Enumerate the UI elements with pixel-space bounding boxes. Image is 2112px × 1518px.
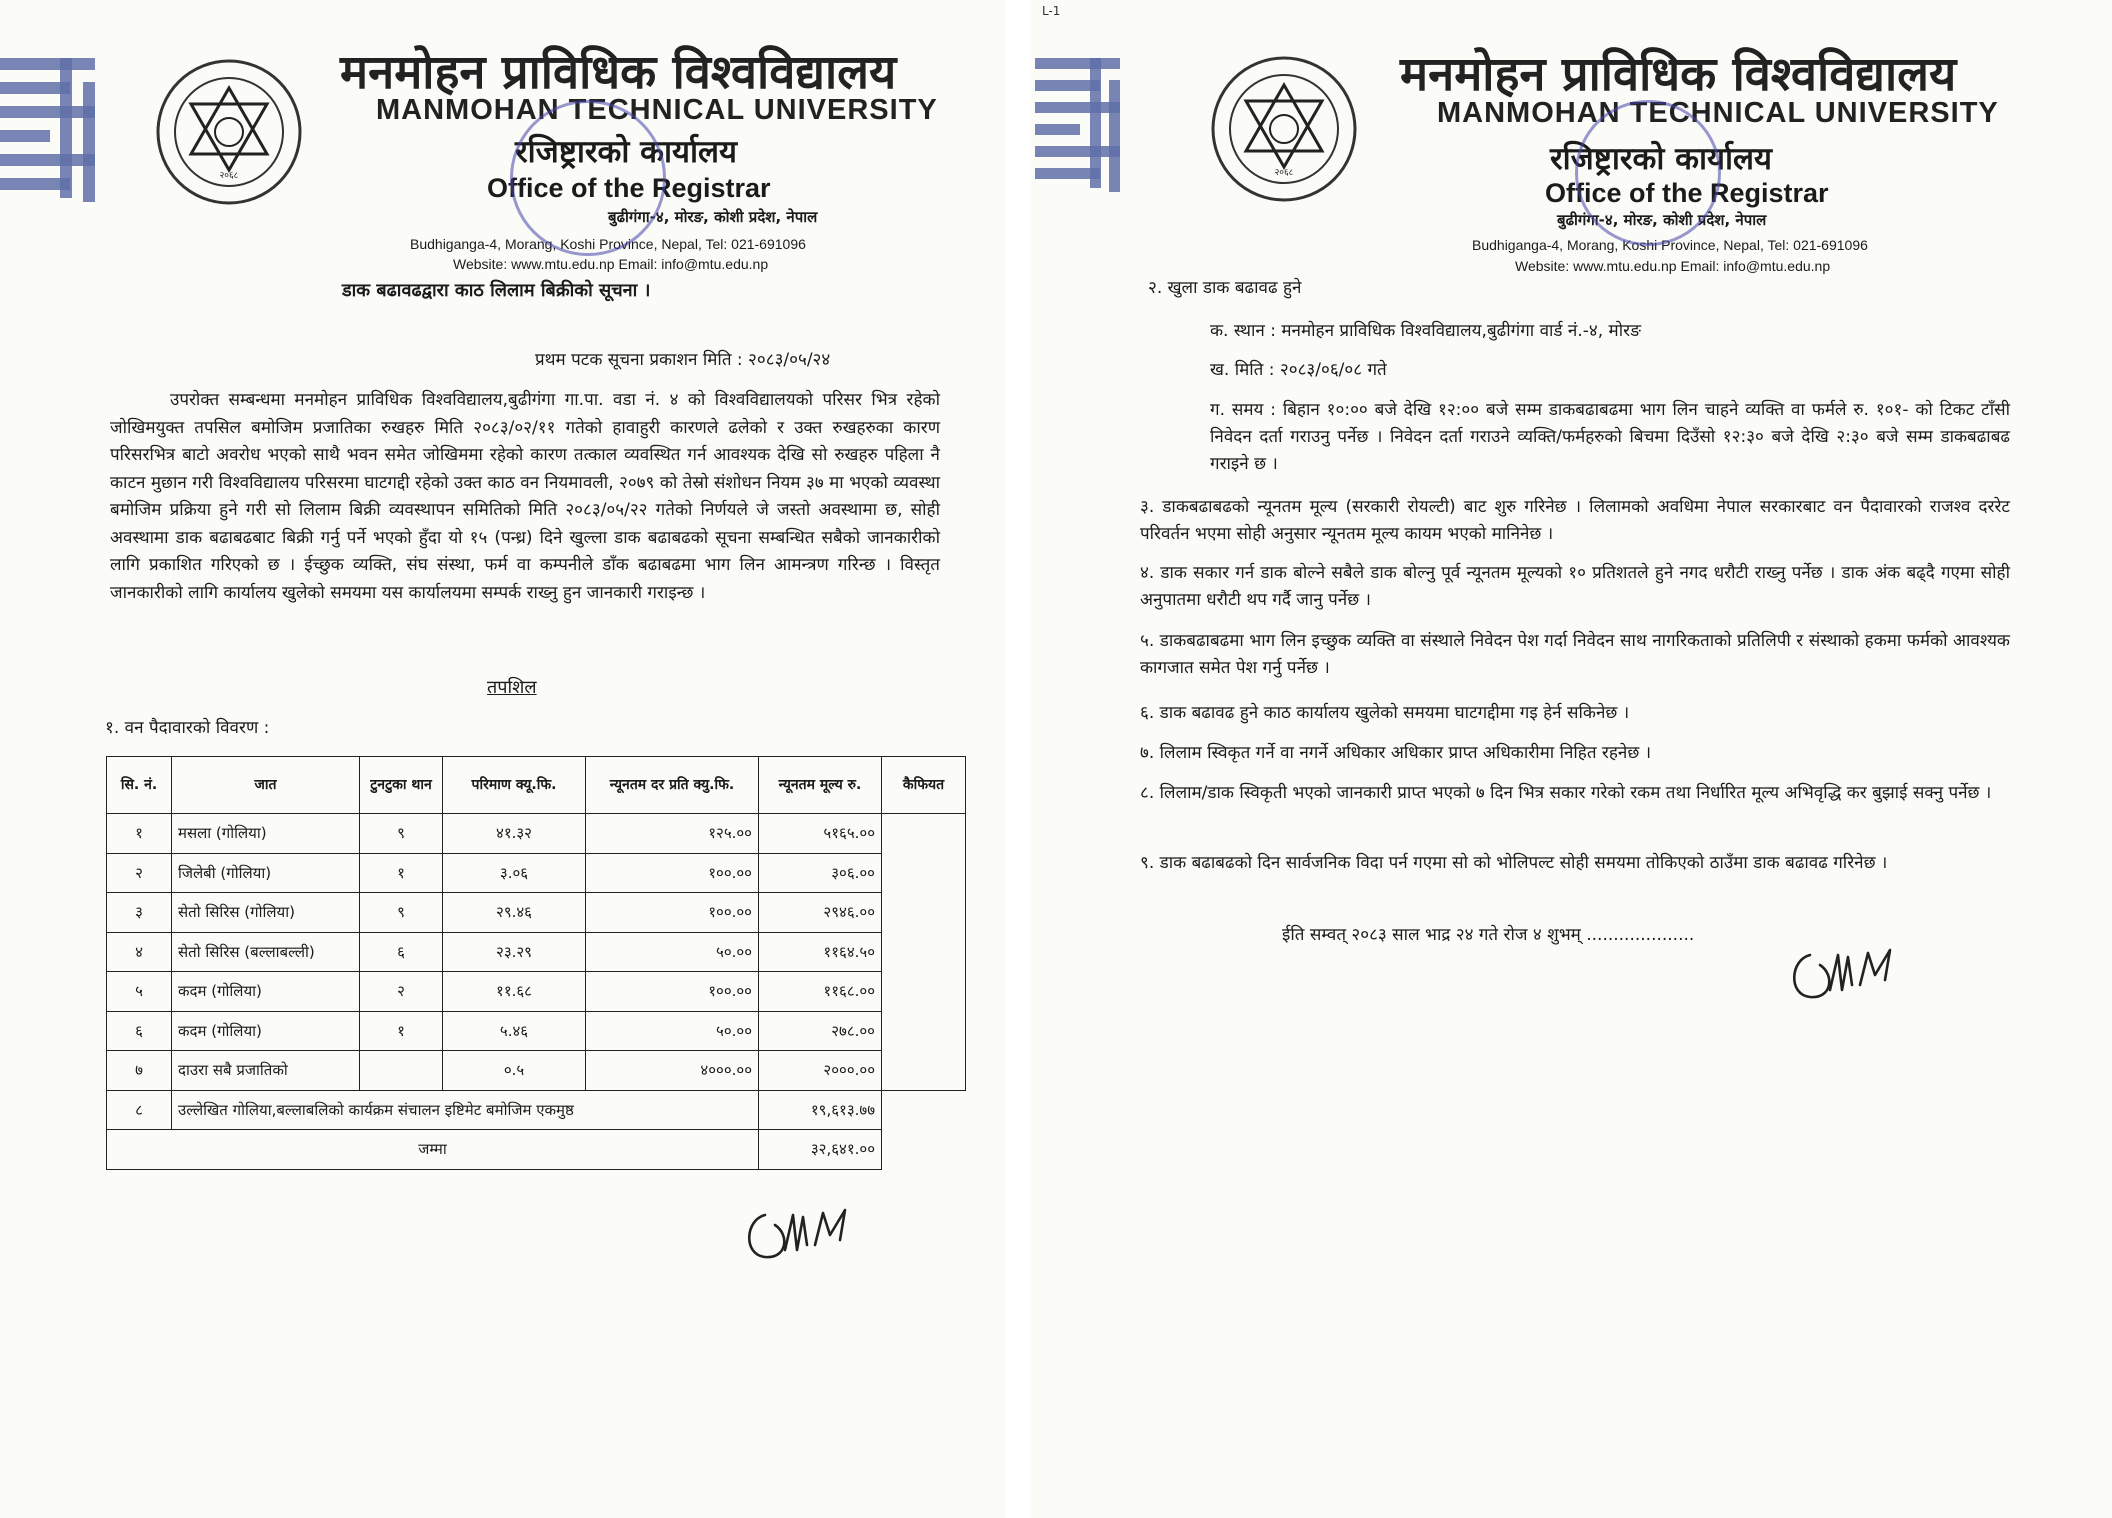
notice-page-right <box>1030 0 2112 1518</box>
col-min-price: न्यूनतम मूल्य रु. <box>759 757 882 814</box>
table-row <box>107 853 966 893</box>
table-row-lumpsum <box>107 1090 966 1130</box>
col-volume: परिमाण क्यू.फि. <box>443 757 586 814</box>
university-name-en: MANMOHAN TECHNICAL UNIVERSITY <box>1437 97 1999 129</box>
university-name-np: मनमोहन प्राविधिक विश्वविद्यालय <box>340 45 897 100</box>
cell-species: दाउरा सबै प्रजातिको <box>172 1051 360 1091</box>
forest-products-table <box>106 756 966 1170</box>
cell-species: जिलेबी (गोलिया) <box>172 853 360 893</box>
cell-total-value: ३२,६४१.०० <box>759 1130 882 1170</box>
cell-species: सेतो सिरिस (बल्लाबल्ली) <box>172 932 360 972</box>
section-8: ८. लिलाम/डाक स्विकृती भएको जानकारी प्राप्त भएको ७ दिन भित्र सकार गरेको रकम तथा निर्धारित मूल्य अभिवृद्धि कर बुझाई सक्नु पर्नेछ । <box>1140 783 1992 803</box>
cell-serial: ५ <box>107 972 172 1012</box>
cell-min-price: ५१६५.०० <box>759 814 882 854</box>
cell-total-label: जम्मा <box>107 1130 759 1170</box>
cell-serial: २ <box>107 853 172 893</box>
section-4: ४. डाक सकार गर्न डाक बोल्ने सबैले डाक बोल्नु पूर्व न्यूनतम मूल्यको १० प्रतिशतले हुने नगद धरौटी राख्नु पर्नेछ । डाक अंक बढ्दै गएमा सोही अनुपातमा धरौटी थप गर्दै जानु पर्नेछ । <box>1140 563 2010 610</box>
table-row <box>107 1011 966 1051</box>
office-name-np: रजिष्ट्रारको कार्यालय <box>1550 141 1772 177</box>
cell-volume: ११.६८ <box>443 972 586 1012</box>
cell-serial: १ <box>107 814 172 854</box>
cell-lumpsum-desc: उल्लेखित गोलिया,बल्लाबलिको कार्यक्रम संचालन इष्टिमेट बमोजिम एकमुष्ठ <box>172 1090 759 1130</box>
closing-line: ईति सम्वत् २०८३ साल भाद्र २४ गते रोज ४ शुभम् .................... <box>1282 925 1695 945</box>
cell-volume: ५.४६ <box>443 1011 586 1051</box>
cell-volume: ३.०६ <box>443 853 586 893</box>
section-9: ९. डाक बढाबढको दिन सार्वजनिक विदा पर्न गएमा सो को भोलिपल्ट सोही समयमा तोकिएको ठाउँमा डाक बढावढ गरिनेछ । <box>1140 853 1888 873</box>
cell-lumpsum-value: १९,६१३.७७ <box>759 1090 882 1130</box>
cell-min-price: ३०६.०० <box>759 853 882 893</box>
table-row <box>107 814 966 854</box>
table-row <box>107 1051 966 1091</box>
section-1-title: १. वन पैदावारको विवरण : <box>105 718 270 738</box>
university-seal-icon <box>155 58 303 210</box>
cell-pieces: ६ <box>360 932 443 972</box>
publish-date: प्रथम पटक सूचना प्रकाशन मिति : २०८३/०५/२४ <box>535 350 831 370</box>
cell-min-price: ११६८.०० <box>759 972 882 1012</box>
signature-left <box>735 1195 875 1279</box>
cell-min-rate: १००.०० <box>586 853 759 893</box>
seal-year: २०६८ <box>219 171 239 181</box>
table-row-total <box>107 1130 966 1170</box>
cell-pieces: ९ <box>360 814 443 854</box>
cell-remarks <box>882 814 966 1091</box>
cell-species: मसला (गोलिया) <box>172 814 360 854</box>
cell-min-price: ११६४.५० <box>759 932 882 972</box>
website-email: Website: www.mtu.edu.np Email: info@mtu.edu.np <box>1515 258 1831 274</box>
signature-right <box>1780 935 1920 1019</box>
col-remarks: कैफियत <box>882 757 966 814</box>
cell-species: सेतो सिरिस (गोलिया) <box>172 893 360 933</box>
notice-subject: डाक बढावढद्वारा काठ लिलाम बिक्रीको सूचना । <box>342 280 651 301</box>
cell-min-price: २७८.०० <box>759 1011 882 1051</box>
table-row <box>107 932 966 972</box>
section-2b-date: ख. मिति : २०८३/०६/०८ गते <box>1210 360 1387 380</box>
section-5: ५. डाकबढाबढमा भाग लिन इच्छुक व्यक्ति वा संस्थाले निवेदन पेश गर्दा निवेदन साथ नागरिकताको प्रतिलिपी र संस्थाको हकमा फर्मको आवश्यक कागजात समेत पेश गर्नु पर्नेछ । <box>1140 631 2010 678</box>
table-header-row <box>107 757 966 814</box>
table-row <box>107 893 966 933</box>
section-2a-venue: क. स्थान : मनमोहन प्राविधिक विश्वविद्यालय,बुढीगंगा वार्ड नं.-४, मोरङ <box>1210 321 1641 341</box>
cell-min-rate: १२५.०० <box>586 814 759 854</box>
cell-min-rate: ४०००.०० <box>586 1051 759 1091</box>
university-seal-icon <box>1210 55 1358 207</box>
cell-volume: ०.५ <box>443 1051 586 1091</box>
university-logo-maze <box>1035 58 1120 198</box>
cell-pieces: २ <box>360 972 443 1012</box>
cell-serial: ८ <box>107 1090 172 1130</box>
cell-remarks <box>882 1130 966 1170</box>
col-serial: सि. नं. <box>107 757 172 814</box>
cell-min-rate: १००.०० <box>586 893 759 933</box>
cell-species: कदम (गोलिया) <box>172 972 360 1012</box>
page-divider <box>1005 0 1030 1518</box>
notice-body: उपरोक्त सम्बन्धमा मनमोहन प्राविधिक विश्वविद्यालय,बुढीगंगा गा.पा. वडा नं. ४ को विश्वविद्यालयको परिसर भित्र रहेको जोखिमयुक्त तपसिल बमोजिम प्रजातिका रुखहरु मिति २०८३/०२/११ गतेको हावाहुरी कारणले ढलेको र उक्त रुखहरुका कारण परिसरभित्र बाटो अवरोध भएको साथै भवन समेत जोखिममा रहेको कारण तत्काल व्यवस्थित गर्न आवश्यक देखि सो रुखहरु पहिला नै काटन मुछान गरी विश्वविद्यालय परिसरमा घाटगद्दी रहेको उक्त काठ वन नियमावली, २०७९ को तेस्रो संशोधन नियम ३७ मा भएको व्यवस्था बमोजिम प्रक्रिया हुने गरी सो लिलाम बिक्री व्यवस्थापन समितिको मिति २०८३/०५/२२ गतेको निर्णयले जे जस्तो अवस्थामा छ, सोही अवस्थामा डाक बढाबढबाट बिक्री गर्नु पर्ने भएको हुँदा यो १५ (पन्ध्र) दिने खुल्ला डाक बढाबढको सूचना सम्बन्धित सबैको जानकारीको लागि प्रकाशित गरिएको छ । ईच्छुक व्यक्ति, संघ संस्था, फर्म वा कम्पनीले डाँक बढाबढमा भाग लिन आमन्त्रण गरिन्छ । विस्तृत जानकारीको लागि कार्यालय खुलेको समयमा यस कार्यालयमा सम्पर्क राख्नु हुन जानकारी गराइन्छ । <box>110 390 940 603</box>
cell-volume: २९.४६ <box>443 893 586 933</box>
cell-volume: २३.२९ <box>443 932 586 972</box>
address-en: Budhiganga-4, Morang, Koshi Province, Nepal, Tel: 021-691096 <box>1472 237 1868 253</box>
cell-serial: ६ <box>107 1011 172 1051</box>
website-email: Website: www.mtu.edu.np Email: info@mtu.edu.np <box>453 256 769 272</box>
office-name-en: Office of the Registrar <box>487 173 771 203</box>
seal-year: २०६८ <box>1274 168 1294 178</box>
cell-min-price: २९४६.०० <box>759 893 882 933</box>
table-row <box>107 972 966 1012</box>
col-species: जात <box>172 757 360 814</box>
col-min-rate: न्यूनतम दर प्रति क्यु.फि. <box>586 757 759 814</box>
details-heading: तपशिल <box>487 677 537 698</box>
address-en: Budhiganga-4, Morang, Koshi Province, Nepal, Tel: 021-691096 <box>410 236 806 252</box>
corner-mark: L-1 <box>1042 4 1061 18</box>
university-logo-maze <box>0 58 95 208</box>
address-np: बुढीगंगा-४, मोरङ, कोशी प्रदेश, नेपाल <box>608 208 818 226</box>
section-6: ६. डाक बढावढ हुने काठ कार्यालय खुलेको समयमा घाटगद्दीमा गइ हेर्न सकिनेछ । <box>1140 703 1630 723</box>
registrar-stamp <box>510 100 666 256</box>
section-2-title: २. खुला डाक बढावढ हुने <box>1148 278 1302 298</box>
address-np: बुढीगंगा-४, मोरङ, कोशी प्रदेश, नेपाल <box>1557 211 1767 229</box>
section-3: ३. डाकबढाबढको न्यूनतम मूल्य (सरकारी रोयल्टी) बाट शुरु गरिनेछ । लिलामको अवधिमा नेपाल सरकारबाट वन पैदावारको राजश्व दररेट परिवर्तन भएमा सोही अनुसार न्यूनतम मूल्य कायम भएको मानिनेछ । <box>1140 497 2010 544</box>
cell-min-price: २०००.०० <box>759 1051 882 1091</box>
cell-min-rate: १००.०० <box>586 972 759 1012</box>
cell-pieces: ९ <box>360 893 443 933</box>
cell-species: कदम (गोलिया) <box>172 1011 360 1051</box>
cell-volume: ४१.३२ <box>443 814 586 854</box>
cell-min-rate: ५०.०० <box>586 932 759 972</box>
section-7: ७. लिलाम स्विकृत गर्ने वा नगर्ने अधिकार अधिकार प्राप्त अधिकारीमा निहित रहनेछ । <box>1140 743 1652 763</box>
cell-min-rate: ५०.०० <box>586 1011 759 1051</box>
university-name-np: मनमोहन प्राविधिक विश्वविद्यालय <box>1400 47 1957 102</box>
cell-serial: ३ <box>107 893 172 933</box>
office-name-en: Office of the Registrar <box>1545 178 1829 208</box>
university-name-en: MANMOHAN TECHNICAL UNIVERSITY <box>376 94 938 126</box>
cell-serial: ७ <box>107 1051 172 1091</box>
cell-remarks <box>882 1090 966 1130</box>
cell-pieces <box>360 1051 443 1091</box>
registrar-stamp <box>1575 100 1721 246</box>
col-pieces: टुनटुका थान <box>360 757 443 814</box>
cell-pieces: १ <box>360 853 443 893</box>
cell-pieces: १ <box>360 1011 443 1051</box>
notice-page-left <box>0 0 1005 1518</box>
section-2c-time: ग. समय : बिहान १०:०० बजे देखि १२:०० बजे सम्म डाकबढाबढमा भाग लिन चाहने व्यक्ति वा फर्मले रु. १०१- को टिकट टाँसी निवेदन दर्ता गराउनु पर्नेछ । निवेदन दर्ता गराउने व्यक्ति/फर्महरुको बिचमा दिउँसो १२:३० बजे देखि २:३० बजे सम्म डाकबढाबढ गराइने छ । <box>1210 400 2010 474</box>
cell-serial: ४ <box>107 932 172 972</box>
office-name-np: रजिष्ट्रारको कार्यालय <box>515 134 737 170</box>
